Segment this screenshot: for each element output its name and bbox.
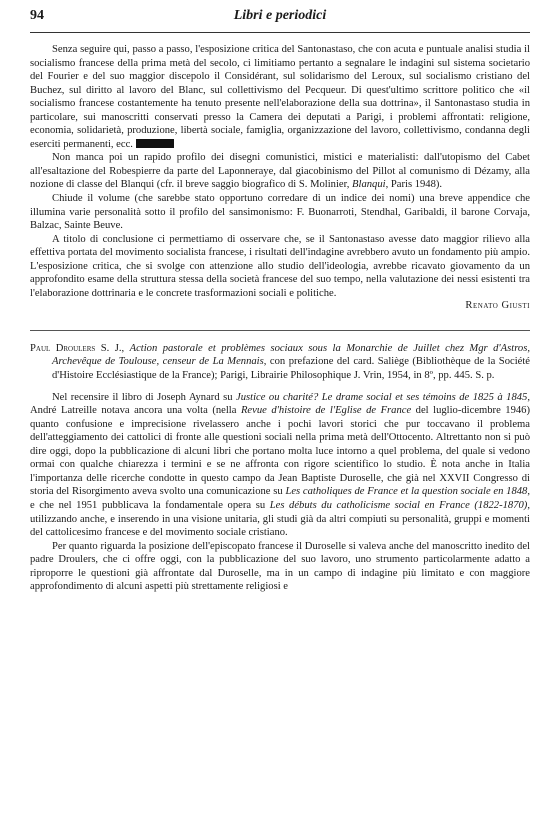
text-run: Senza seguire qui, passo a passo, l'esposizione critica del Santonastaso, che con acuta e puntuale analisi studia il socialismo francese della prima metà del secolo, ci limitiamo pertanto a segnalare le indagini sul sistema societario del Fourier e del suo maggior discepolo il Considérant, sul solidarismo del Leroux, sul socialismo cristiano del Buchez, sul diritto al lavoro del Blanc, sul collettivismo del Pecqueur. Di quest'ultimo scrittore politico che «il socialismo francese costantemente ha tenuto presente nell'elaborazione della sua dottrina», il Santonastaso studia in particolare, sui manoscritti conservati presso la Camera dei deputati a Parigi, i problemi affrontati: religione, economia, solidarietà, produzione, libertà sociale, famiglia, organizzazione del lavoro, collettivismo, condanna degli eserciti permanenti, ecc. (30, 44, 530, 150)
paragraph (30, 233, 530, 301)
paragraph (30, 540, 530, 594)
text-run: , con prefazione del card. Saliège (Bibliothèque de la Société d'Histoire Ecclésiastique de la France); Parigi, Librairie Philosophique J. Vrin, 1954, in 8º, pp. 445. S. p. (52, 356, 530, 382)
italic-title: Blanqui (352, 179, 386, 191)
reviewer-signature: Renato Giusti (465, 300, 530, 312)
italic-title: Revue d'histoire de l'Eglise de France (240, 405, 412, 417)
text-run: Chiude il volume (che sarebbe stato opportuno corredare di un indice dei nomi) una breve appendice che illumina varie personalità sotto il profilo del sansimonismo: F. Buonarroti, Stendhal, Garibaldi, il barone Corvaja, Balzac, Sainte Beuve. (30, 193, 530, 232)
italic-title: Action pastorale et problèmes sociaux sous la Monarchie de Juillet chez Mgr d'Astros, Archevêque de Toulouse, censeur de La Mennais (52, 342, 530, 368)
running-title: Libri e periodici (233, 8, 327, 23)
italic-title: Justice ou charité? Le drame social et ses témoins de 1825 à 1845 (236, 391, 528, 403)
bibliographic-entry (30, 342, 530, 383)
text-run: Non manca poi un rapido profilo dei disegni comunistici, mistici e materialisti: dall'utopismo del Cabet all'esaltazione del Robespierre da parte del Laponneraye, dal giacobinismo del Pillot al comunismo di Dézamy, alla nozione di classe del Blanqui (cfr. il breve saggio biografico di S. Molinier, (30, 152, 530, 191)
italic-title: Les catholiques de France et la question sociale en 1848 (285, 486, 528, 498)
redaction-mark (136, 139, 174, 148)
paragraph (30, 43, 530, 151)
paragraph (30, 151, 530, 192)
text-run: Nel recensire il libro di Joseph Aynard su (52, 391, 237, 403)
running-header (30, 8, 530, 33)
text-run: S. J., (95, 342, 130, 354)
review-santonastaso (30, 43, 530, 313)
page-number: 94 (30, 8, 44, 23)
book-page (30, 8, 530, 594)
author-name: Paul Droulers (30, 342, 96, 354)
section-divider (30, 330, 530, 331)
paragraph (30, 192, 530, 233)
review-droulers (30, 391, 530, 594)
italic-title: Les débuts du catholicisme social en France (1822-1870) (269, 499, 528, 511)
text-run: Per quanto riguarda la posizione dell'episcopato francese il Duroselle si valeva anche del manoscritto inedito del padre Droulers, che ci offre oggi, con la pubblicazione del suo lavoro, uno strumento particolarmente adatto a riproporre le questioni già affrontate dal Duroselle, ma in un campo di indagine più limitato e con maggiore approfondimento di alcuni aspetti più strettamente religiosi e (30, 540, 530, 593)
text-run: , Paris 1948). (385, 179, 443, 191)
paragraph (30, 391, 530, 540)
text-run: A titolo di conclusione ci permettiamo di osservare che, se il Santonastaso avesse dato maggior rilievo alla effettiva portata del movimento socialista francese, i risultati dell'indagine avrebbero avuto un fondamento più ampio. L'esposizione critica, che si svolge con attenzione allo studio dell'ideologia, avrebbe ricavato giovamento da un approfondito esame della struttura stessa della società francese del suo tempo, nella valutazione dei nessi esistenti tra l'elaborazione dottrinaria e le concrete trasformazioni sociali e politiche. (30, 233, 530, 299)
text-run: , André Latreille notava ancora una volta (nella (30, 391, 530, 417)
text-run: , utilizzando anche, e inserendo in una visione unitaria, gli studi già da altri compiuti su personalità, gruppi e momenti del cattolicesimo francese e del movimento sociale cristiano. (30, 499, 530, 539)
text-run: del luglio-dicembre 1946) quanto confusione e imprecisione rivelassero anche i pochi lavori storici che pur toccavano il problema dell'atteggiamento dei cattolici di fronte alle questioni sociali nella prima metà dell'Ottocento. Altrettanto non si può dire oggi, dopo la pubblicazione di alcuni libri che portano molta luce intorno a quel problema, del quale si vedono ormai con qualche chiarezza i termini e se ne affronta con rigore scientifico lo studio. È nota anche in Italia l'importanza delle ricerche condotte in questo campo da Jean Baptiste Duroselle, che già nel XXVII Congresso di storia del Risorgimento aveva svolto una comunicazione su (30, 405, 531, 498)
text-run: , e che nel 1951 pubblicava la fondamentale opera su (30, 486, 530, 511)
review-paragraphs (30, 43, 530, 300)
